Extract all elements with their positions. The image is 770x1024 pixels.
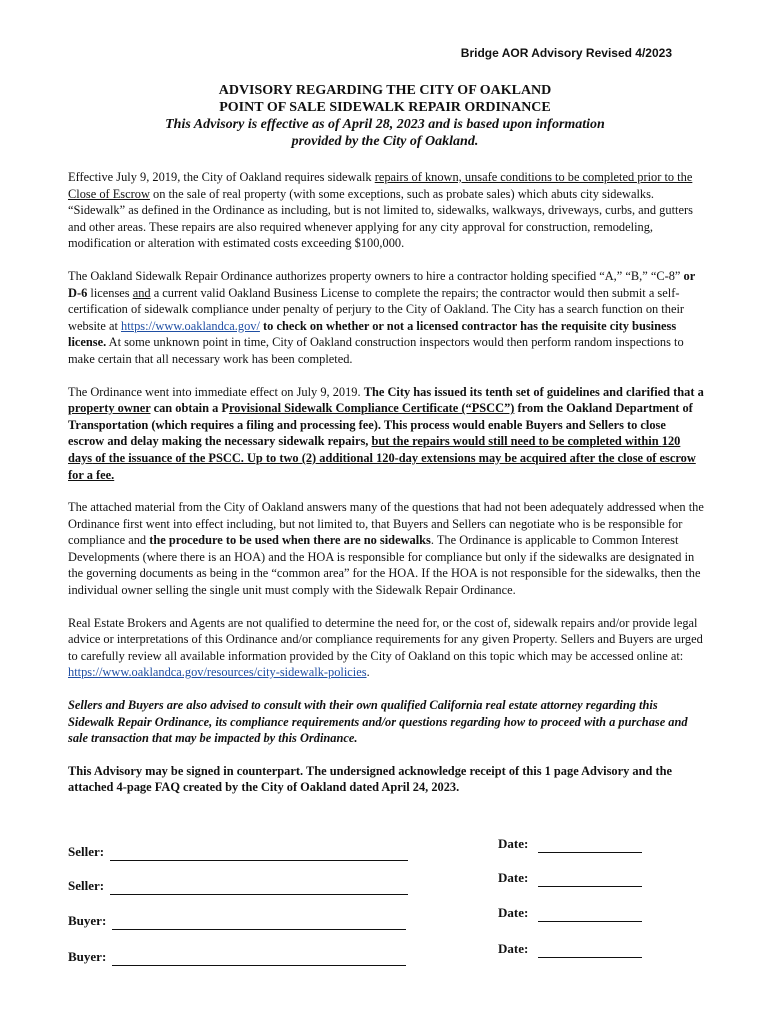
title-block: [60, 82, 710, 150]
text-span: At some unknown point in time, City of Oakland construction inspectors would then perform random inspections to make certain that all necessary work has been completed.: [68, 335, 684, 366]
paragraph-brokers: [68, 615, 704, 681]
underlined-text: repairs of known, unsafe conditions to be completed prior to the Close of Escrow: [68, 170, 693, 201]
text-span: The Oakland Sidewalk Repair Ordinance authorizes property owners to hire a contractor holding specified “A,” “B,” “C-8”: [68, 268, 684, 283]
bold-underlined-text: of the issuance of the PSCC. Up to two (2) additional 120-day extensions may be acquired after the close of escrow for a fee.: [68, 450, 696, 482]
seller-signature-line[interactable]: [110, 860, 408, 861]
bold-text: tenth set: [485, 384, 531, 399]
date-line[interactable]: [538, 886, 642, 887]
paragraph-attorney-advice: Sellers and Buyers are also advised to consult with their own qualified California real estate attorney regarding this Sidewalk Repair Ordinance, its compliance requirements and/or questions regarding how to proceed with a purchase and sale transaction that may be impacted by this Ordinance.: [68, 698, 688, 746]
bold-underlined-text: but the repairs would still need to be completed within: [371, 434, 662, 449]
signature-label: Buyer:: [68, 913, 107, 928]
text-span: a current valid Oakland Business License to complete the repairs; the contractor would then submit a self-certification of sidewalk compliance under penalty of perjury to the City of Oakland. The City has a search function on their website at: [68, 285, 685, 333]
signature-row-buyer-2: [68, 941, 708, 969]
text-span: Effective July 9, 2019, the City of Oakland requires sidewalk: [68, 170, 375, 184]
paragraph-pscc: [68, 384, 704, 484]
date-label: Date:: [498, 905, 529, 920]
text-span: on the sale of real property (with some exceptions, such as probate sales) which abuts city sidewalks. “Sidewalk” as defined in the Ordinance as including, but is not limited to, sidewalks, walkways, driveways, curbs, and gutters and other areas. These repairs are also required whenever applying for any city approval for construction, remodeling, modification or alteration with estimated costs exceeding $100,000.: [68, 186, 693, 251]
paragraph-attached-material: [68, 499, 704, 599]
seller-signature-line[interactable]: [110, 894, 408, 895]
bold-underlined-text: rovisional Sidewalk Compliance Certificate (“PSCC”): [228, 401, 515, 416]
signature-row-buyer-1: [68, 905, 708, 933]
signature-row-seller-2: [68, 870, 708, 898]
signature-row-seller-1: [68, 836, 708, 864]
date-label: Date:: [498, 836, 529, 851]
paragraph-counterpart: This Advisory may be signed in counterpart. The undersigned acknowledge receipt of this 1 page Advisory and the attached 4-page FAQ created by the City of Oakland dated April 24, 2023.: [68, 763, 672, 795]
buyer-signature-line[interactable]: [112, 965, 406, 966]
date-line[interactable]: [538, 852, 642, 853]
bold-text: or D-6: [68, 268, 696, 300]
text-span: Real Estate Brokers and Agents are not qualified to determine the need for, or the cost of, sidewalk repairs and/or provide legal advice or interpretations of this Ordinance and/or compliance requirements for any given Property. Sellers and Buyers are urged to carefully review all available information provided by the City of Oakland on this topic which may be accessed online at:: [68, 615, 703, 663]
signature-label: Buyer:: [68, 949, 107, 964]
signature-label: Seller:: [68, 878, 105, 893]
subtitle-line-2: provided by the City of Oakland.: [291, 134, 479, 149]
text-span: licenses: [87, 285, 133, 300]
paragraph-effective-date: [68, 169, 704, 252]
bold-text: of guidelines and clarified that a: [530, 384, 704, 399]
document-body: [68, 169, 704, 812]
signature-label: Seller:: [68, 844, 105, 859]
revision-note: Bridge AOR Advisory Revised 4/2023: [460, 46, 672, 60]
text-span: .: [366, 665, 370, 680]
subtitle-line-1: This Advisory is effective as of April 28, 2023 and is based upon information: [165, 117, 605, 132]
text-span: The attached material from the City of Oakland answers many of the questions that had not been adequately addressed when the Ordinance first went into effect including, but not limited to, that Buyers and Sellers can negotiate who is be responsible for compliance and: [68, 500, 704, 548]
oakland-website-link[interactable]: https://www.oaklandca.gov/: [121, 318, 260, 333]
date-label: Date:: [498, 941, 529, 956]
date-line[interactable]: [538, 921, 642, 922]
bold-text: from the Oakland Department of Transportation (which requires a filing and processing fee). This process would enable Buyers and Sellers to close escrow and delay making the necessary sidewalk repairs,: [68, 401, 693, 449]
underlined-text: and: [132, 285, 151, 300]
bold-text: can obtain a P: [150, 401, 229, 416]
text-span: The Ordinance went into immediate effect on July 9, 2019.: [68, 384, 364, 399]
title-line-1: ADVISORY REGARDING THE CITY OF OAKLAND: [218, 83, 552, 98]
bold-underlined-text: 120 days: [68, 434, 681, 465]
date-label: Date:: [498, 870, 529, 885]
bold-text: the procedure to be used when there are no sidewalks: [149, 533, 431, 548]
bold-underlined-text: property owner: [68, 401, 151, 416]
bold-text: The City has issued its: [363, 384, 486, 399]
buyer-signature-line[interactable]: [112, 929, 406, 930]
sidewalk-policies-link[interactable]: https://www.oaklandca.gov/resources/city-sidewalk-policies: [68, 665, 367, 680]
title-line-2: POINT OF SALE SIDEWALK REPAIR ORDINANCE: [219, 100, 551, 115]
bold-text: to check on whether or not a licensed contractor has the requisite city business license.: [68, 318, 677, 350]
date-line[interactable]: [538, 957, 642, 958]
paragraph-contractor: [68, 268, 704, 368]
text-span: . The Ordinance is applicable to Common Interest Developments (where there is an HOA) and the HOA is responsible for compliance but only if the sidewalks are designated in the governing documents as being in the “common area” for the HOA. If the HOA is not responsible for the sidewalks, then the individual owner selling the single unit must comply with the Sidewalk Repair Ordinance.: [68, 533, 701, 598]
